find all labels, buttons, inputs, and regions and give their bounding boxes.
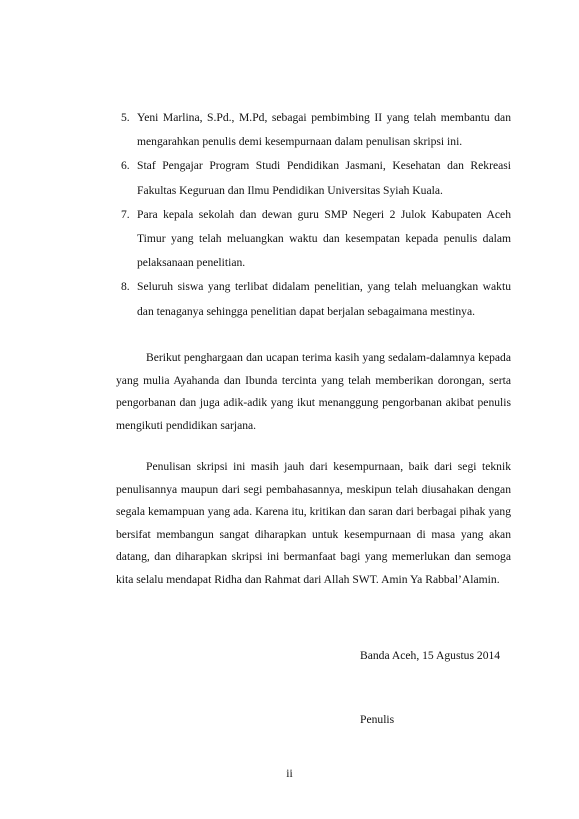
list-item bbox=[116, 154, 511, 202]
list-item-text: Staf Pengajar Program Studi Pendidikan Jasmani, Kesehatan dan Rekreasi Fakultas Keguruan dan Ilmu Pendidikan Universitas Syiah Kuala. bbox=[137, 159, 511, 197]
place-date: Banda Aceh, 15 Agustus 2014 bbox=[360, 649, 501, 662]
gratitude-paragraph: Berikut penghargaan dan ucapan terima kasih yang sedalam-dalamnya kepada yang mulia Ayahanda dan Ibunda tercinta yang telah memberikan dorongan, serta pengorbanan dan juga adik-adik yang ikut menanggung pengorbanan akibat penulis mengikuti pendidikan sarjana. bbox=[116, 351, 511, 432]
list-item-number: 8. bbox=[121, 280, 130, 294]
list-item-text: Seluruh siswa yang terlibat didalam penelitian, yang telah meluangkan waktu dan tenaganya sehingga penelitian dapat berjalan sebagaimana mestinya. bbox=[137, 280, 511, 318]
list-item-text: Para kepala sekolah dan dewan guru SMP Negeri 2 Julok Kabupaten Aceh Timur yang telah meluangkan waktu dan kesempatan kepada penulis dalam pelaksanaan penelitian. bbox=[137, 207, 511, 270]
list-item bbox=[116, 106, 511, 154]
list-item-number: 6. bbox=[121, 159, 130, 173]
list-item bbox=[116, 275, 511, 323]
list-item bbox=[116, 203, 511, 276]
list-item-number: 5. bbox=[121, 111, 130, 124]
signature-label: Penulis bbox=[360, 713, 395, 726]
list-item-number: 7. bbox=[121, 207, 130, 221]
page-number: ii bbox=[286, 767, 293, 780]
acknowledgement-list bbox=[116, 106, 511, 324]
list-item-text: Yeni Marlina, S.Pd., M.Pd, sebagai pembimbing II yang telah membantu dan mengarahkan penulis demi kesempurnaan dalam penulisan skripsi ini. bbox=[137, 111, 511, 149]
closing-paragraph: Penulisan skripsi ini masih jauh dari kesempurnaan, baik dari segi teknik penulisannya maupun dari segi pembahasannya, meskipun telah diusahakan dengan segala kemampuan yang ada. Karena itu, kritikan dan saran dari berbagai pihak yang bersifat membangun sangat diharapkan untuk kesempurnaan di masa yang akan datang, dan diharapkan skripsi ini bermanfaat bagi yang memerlukan dan semoga kita selalu mendapat Ridha dan Rahmat dari Allah SWT. Amin Ya Rabbal’Alamin. bbox=[116, 460, 511, 586]
